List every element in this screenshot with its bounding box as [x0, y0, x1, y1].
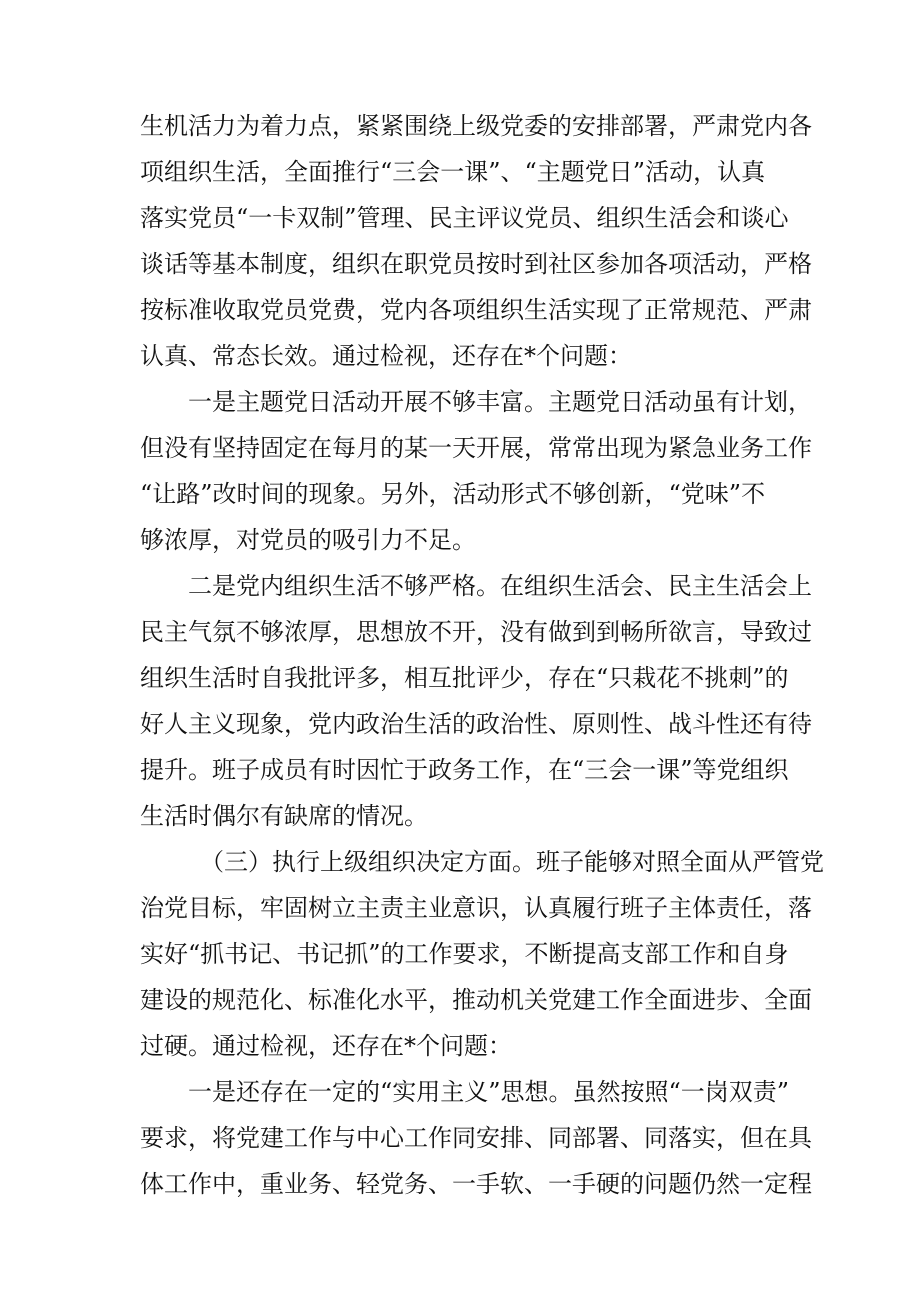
document-body — [140, 103, 824, 1207]
text-line: 认真、常态长效。通过检视，还存在*个问题： — [140, 342, 632, 370]
text-line: 项组织生活，全面推行“三会一课”、“主题党日”活动，认真 — [140, 158, 766, 186]
text-line: 够浓厚，对党员的吸引力不足。 — [140, 526, 476, 554]
text-line: 好人主义现象，党内政治生活的政治性、原则性、战斗性还有待 — [140, 710, 812, 738]
text-line: 按标准收取党员党费，党内各项组织生活实现了正常规范、严肃 — [140, 296, 812, 324]
paragraph-first-line: 二是党内组织生活不够严格。在组织生活会、民主生活会上 — [188, 572, 812, 600]
text-line: 治党目标，牢固树立主责主业意识，认真履行班子主体责任，落 — [140, 894, 812, 922]
text-line: 但没有坚持固定在每月的某一天开展，常常出现为紧急业务工作 — [140, 434, 812, 462]
section-heading-line: （三）执行上级组织决定方面。班子能够对照全面从严管党 — [200, 848, 824, 876]
text-line: 提升。班子成员有时因忙于政务工作，在“三会一课”等党组织 — [140, 756, 789, 784]
text-line: 组织生活时自我批评多，相互批评少，存在“只栽花不挑刺”的 — [140, 664, 789, 692]
text-line: “让路”改时间的现象。另外，活动形式不够创新，“党味”不 — [140, 480, 766, 508]
paragraph-first-line: 一是主题党日活动开展不够丰富。主题党日活动虽有计划， — [188, 388, 812, 416]
text-line: 谈话等基本制度，组织在职党员按时到社区参加各项活动，严格 — [140, 250, 812, 278]
text-line: 实好“抓书记、书记抓”的工作要求，不断提高支部工作和自身 — [140, 940, 789, 968]
text-line: 生活时偶尔有缺席的情况。 — [140, 802, 428, 830]
text-line: 落实党员“一卡双制”管理、民主评议党员、组织生活会和谈心 — [140, 204, 789, 232]
text-line: 要求，将党建工作与中心工作同安排、同部署、同落实，但在具 — [140, 1124, 812, 1152]
text-line: 体工作中，重业务、轻党务、一手软、一手硬的问题仍然一定程 — [140, 1170, 812, 1198]
paragraph-first-line: 一是还存在一定的“实用主义”思想。虽然按照“一岗双责” — [188, 1078, 790, 1106]
text-line: 生机活力为着力点，紧紧围绕上级党委的安排部署，严肃党内各 — [140, 112, 812, 140]
text-line: 民主气氛不够浓厚，思想放不开，没有做到到畅所欲言，导致过 — [140, 618, 812, 646]
text-line: 建设的规范化、标准化水平，推动机关党建工作全面进步、全面 — [140, 986, 812, 1014]
text-line: 过硬。通过检视，还存在*个问题： — [140, 1032, 512, 1060]
